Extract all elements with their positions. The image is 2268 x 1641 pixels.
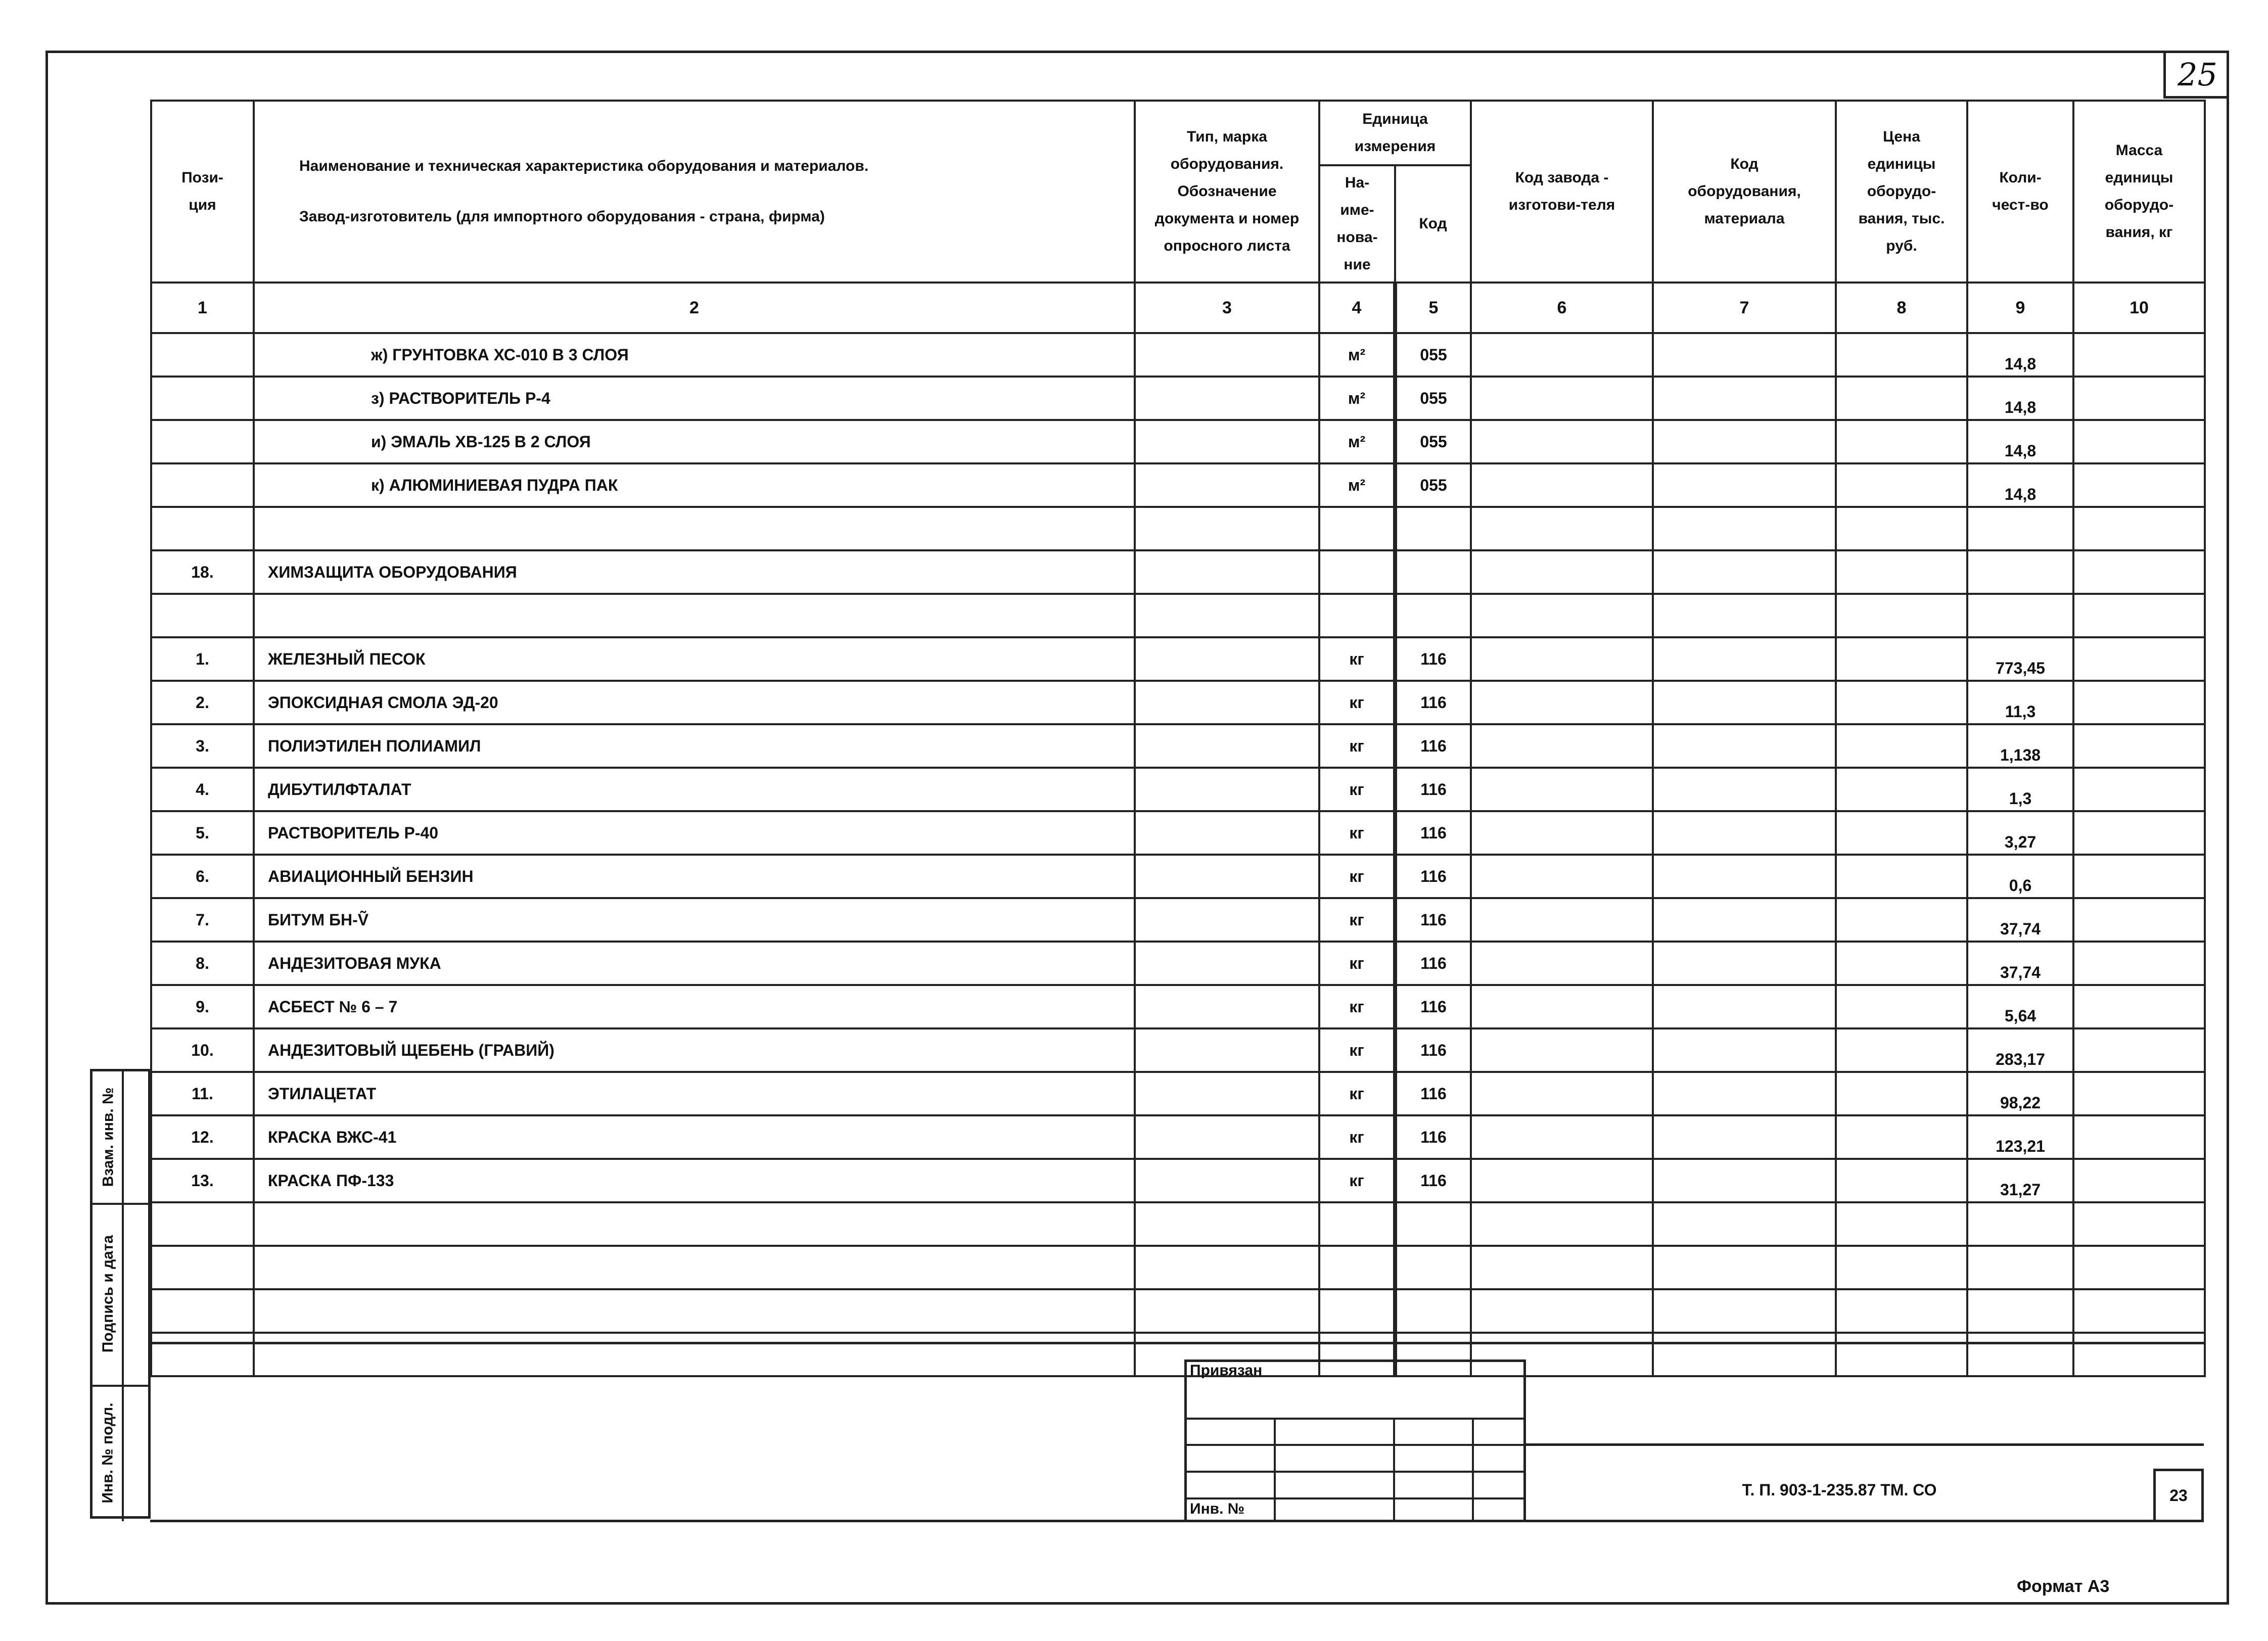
row-type bbox=[1135, 463, 1319, 507]
row-factory-code bbox=[1471, 855, 1653, 898]
row-mass bbox=[2073, 1202, 2205, 1246]
row-factory-code bbox=[1471, 1028, 1653, 1072]
row-mass bbox=[2073, 1246, 2205, 1289]
colnum: 8 bbox=[1836, 283, 1967, 333]
row-quantity bbox=[1967, 550, 2073, 594]
table-row bbox=[151, 985, 2205, 1028]
row-price bbox=[1836, 855, 1967, 898]
header-mass: Масса единицы оборудо-вания, кг bbox=[2073, 101, 2205, 283]
row-unit: кг bbox=[1319, 1115, 1395, 1159]
row-type bbox=[1135, 942, 1319, 985]
row-name: ЭПОКСИДНАЯ СМОЛА ЭД-20 bbox=[254, 681, 1135, 724]
row-price bbox=[1836, 507, 1967, 550]
bottom-border-line bbox=[150, 1520, 2204, 1522]
row-factory-code bbox=[1471, 377, 1653, 420]
row-position: 9. bbox=[151, 985, 254, 1028]
linked-stamp bbox=[1184, 1359, 1526, 1522]
row-price bbox=[1836, 1028, 1967, 1072]
row-type bbox=[1135, 1202, 1319, 1246]
row-unit: кг bbox=[1319, 637, 1395, 681]
table-row bbox=[151, 1072, 2205, 1115]
row-factory-code bbox=[1471, 507, 1653, 550]
table-row bbox=[151, 637, 2205, 681]
row-position: 5. bbox=[151, 811, 254, 855]
row-position bbox=[151, 1202, 254, 1246]
row-position bbox=[151, 507, 254, 550]
header-unit-group: Единица измерения bbox=[1319, 101, 1471, 165]
colnum: 1 bbox=[151, 283, 254, 333]
row-unit bbox=[1319, 550, 1395, 594]
row-type bbox=[1135, 724, 1319, 768]
row-name: АВИАЦИОННЫЙ БЕНЗИН bbox=[254, 855, 1135, 898]
row-unit: м² bbox=[1319, 377, 1395, 420]
row-equipment-code bbox=[1653, 724, 1836, 768]
row-mass bbox=[2073, 1115, 2205, 1159]
row-price bbox=[1836, 550, 1967, 594]
row-position: 8. bbox=[151, 942, 254, 985]
row-type bbox=[1135, 1115, 1319, 1159]
row-price bbox=[1836, 1246, 1967, 1289]
row-factory-code bbox=[1471, 811, 1653, 855]
row-unit bbox=[1319, 1289, 1395, 1333]
row-unit-code: 116 bbox=[1395, 768, 1471, 811]
row-type bbox=[1135, 898, 1319, 942]
sheet-number: 25 bbox=[2163, 51, 2229, 99]
row-quantity: 31,27 bbox=[1967, 1159, 2073, 1202]
row-position: 1. bbox=[151, 637, 254, 681]
row-quantity: 773,45 bbox=[1967, 637, 2073, 681]
row-quantity: 37,74 bbox=[1967, 942, 2073, 985]
row-equipment-code bbox=[1653, 855, 1836, 898]
row-mass bbox=[2073, 550, 2205, 594]
colnum: 10 bbox=[2073, 283, 2205, 333]
row-quantity: 14,8 bbox=[1967, 463, 2073, 507]
row-type bbox=[1135, 1159, 1319, 1202]
row-unit-code: 116 bbox=[1395, 985, 1471, 1028]
row-unit-code: 055 bbox=[1395, 377, 1471, 420]
row-unit-code bbox=[1395, 507, 1471, 550]
row-equipment-code bbox=[1653, 811, 1836, 855]
row-type bbox=[1135, 637, 1319, 681]
row-mass bbox=[2073, 681, 2205, 724]
row-position: 12. bbox=[151, 1115, 254, 1159]
row-factory-code bbox=[1471, 898, 1653, 942]
row-unit-code: 116 bbox=[1395, 637, 1471, 681]
table-row bbox=[151, 1246, 2205, 1289]
row-quantity bbox=[1967, 1246, 2073, 1289]
side-label-replace-inv: Взам. инв. № bbox=[100, 1087, 117, 1187]
row-unit-code bbox=[1395, 1246, 1471, 1289]
row-name: РАСТВОРИТЕЛЬ Р-40 bbox=[254, 811, 1135, 855]
row-factory-code bbox=[1471, 681, 1653, 724]
row-unit-code: 116 bbox=[1395, 1028, 1471, 1072]
row-unit: кг bbox=[1319, 1028, 1395, 1072]
row-quantity: 14,8 bbox=[1967, 333, 2073, 377]
colnum: 5 bbox=[1395, 283, 1471, 333]
row-name: БИТУМ БН-Ṽ bbox=[254, 898, 1135, 942]
table-row bbox=[151, 1115, 2205, 1159]
row-unit: кг bbox=[1319, 724, 1395, 768]
row-unit-code: 116 bbox=[1395, 942, 1471, 985]
row-price bbox=[1836, 811, 1967, 855]
row-unit: м² bbox=[1319, 333, 1395, 377]
row-unit-code: 116 bbox=[1395, 1159, 1471, 1202]
row-price bbox=[1836, 1115, 1967, 1159]
row-type bbox=[1135, 855, 1319, 898]
row-price bbox=[1836, 594, 1967, 637]
row-factory-code bbox=[1471, 1115, 1653, 1159]
row-position bbox=[151, 333, 254, 377]
row-equipment-code bbox=[1653, 420, 1836, 463]
row-quantity: 5,64 bbox=[1967, 985, 2073, 1028]
row-equipment-code bbox=[1653, 1289, 1836, 1333]
row-unit-code: 116 bbox=[1395, 898, 1471, 942]
row-type bbox=[1135, 1289, 1319, 1333]
row-position bbox=[151, 377, 254, 420]
row-mass bbox=[2073, 1028, 2205, 1072]
table-row bbox=[151, 1289, 2205, 1333]
colnum: 2 bbox=[254, 283, 1135, 333]
row-price bbox=[1836, 1289, 1967, 1333]
row-position: 6. bbox=[151, 855, 254, 898]
row-unit: м² bbox=[1319, 463, 1395, 507]
row-price bbox=[1836, 768, 1967, 811]
row-unit-code: 116 bbox=[1395, 811, 1471, 855]
row-unit: кг bbox=[1319, 985, 1395, 1028]
row-position bbox=[151, 1246, 254, 1289]
header-position: Пози- ция bbox=[151, 101, 254, 283]
row-mass bbox=[2073, 1333, 2205, 1376]
row-mass bbox=[2073, 507, 2205, 550]
column-numbers-row bbox=[151, 283, 2205, 333]
row-unit bbox=[1319, 594, 1395, 637]
row-equipment-code bbox=[1653, 768, 1836, 811]
colnum: 9 bbox=[1967, 283, 2073, 333]
row-unit: кг bbox=[1319, 1072, 1395, 1115]
table-row bbox=[151, 1333, 2205, 1376]
table-row bbox=[151, 550, 2205, 594]
table-row bbox=[151, 377, 2205, 420]
row-factory-code bbox=[1471, 724, 1653, 768]
header-equipment-code: Код оборудования, материала bbox=[1653, 101, 1836, 283]
table-row bbox=[151, 811, 2205, 855]
row-name: КРАСКА ВЖС-41 bbox=[254, 1115, 1135, 1159]
row-mass bbox=[2073, 377, 2205, 420]
row-factory-code bbox=[1471, 1289, 1653, 1333]
table-row bbox=[151, 420, 2205, 463]
row-name: ЭТИЛАЦЕТАТ bbox=[254, 1072, 1135, 1115]
row-equipment-code bbox=[1653, 985, 1836, 1028]
header-quantity: Коли-чест-во bbox=[1967, 101, 2073, 283]
row-position bbox=[151, 1289, 254, 1333]
row-equipment-code bbox=[1653, 1202, 1836, 1246]
stamp-linked-label: Привязан bbox=[1190, 1362, 1263, 1379]
row-unit-code: 116 bbox=[1395, 1072, 1471, 1115]
row-equipment-code bbox=[1653, 333, 1836, 377]
row-type bbox=[1135, 507, 1319, 550]
row-mass bbox=[2073, 1159, 2205, 1202]
row-mass bbox=[2073, 724, 2205, 768]
table-row bbox=[151, 1159, 2205, 1202]
header-type: Тип, марка оборудования. Обозначение документа и номер опросного листа bbox=[1135, 101, 1319, 283]
row-equipment-code bbox=[1653, 898, 1836, 942]
row-quantity bbox=[1967, 1289, 2073, 1333]
row-unit-code: 116 bbox=[1395, 1115, 1471, 1159]
row-quantity: 1,3 bbox=[1967, 768, 2073, 811]
row-unit bbox=[1319, 1202, 1395, 1246]
row-equipment-code bbox=[1653, 463, 1836, 507]
table-row bbox=[151, 942, 2205, 985]
row-price bbox=[1836, 1072, 1967, 1115]
row-quantity: 1,138 bbox=[1967, 724, 2073, 768]
row-type bbox=[1135, 550, 1319, 594]
row-name: ж) ГРУНТОВКА ХС-010 В 3 СЛОЯ bbox=[254, 333, 1135, 377]
row-name bbox=[254, 594, 1135, 637]
row-factory-code bbox=[1471, 420, 1653, 463]
row-equipment-code bbox=[1653, 637, 1836, 681]
row-name: ЖЕЛЕЗНЫЙ ПЕСОК bbox=[254, 637, 1135, 681]
row-name bbox=[254, 507, 1135, 550]
row-name: ХИМЗАЩИТА ОБОРУДОВАНИЯ bbox=[254, 550, 1135, 594]
row-factory-code bbox=[1471, 1202, 1653, 1246]
row-type bbox=[1135, 768, 1319, 811]
row-factory-code bbox=[1471, 768, 1653, 811]
row-name bbox=[254, 1246, 1135, 1289]
row-unit-code bbox=[1395, 550, 1471, 594]
colnum: 7 bbox=[1653, 283, 1836, 333]
row-type bbox=[1135, 377, 1319, 420]
row-unit-code bbox=[1395, 1289, 1471, 1333]
row-price bbox=[1836, 377, 1967, 420]
row-mass bbox=[2073, 898, 2205, 942]
row-type bbox=[1135, 811, 1319, 855]
row-mass bbox=[2073, 855, 2205, 898]
header-price: Цена единицы оборудо-вания, тыс. руб. bbox=[1836, 101, 1967, 283]
header-name-line1: Наименование и техническая характеристика оборудования и материалов. bbox=[299, 158, 869, 174]
header-factory-code: Код завода - изготови-теля bbox=[1471, 101, 1653, 283]
table-row bbox=[151, 333, 2205, 377]
row-unit-code bbox=[1395, 1202, 1471, 1246]
header-name bbox=[254, 101, 1135, 283]
row-unit: кг bbox=[1319, 1159, 1395, 1202]
table-row bbox=[151, 681, 2205, 724]
row-type bbox=[1135, 985, 1319, 1028]
row-mass bbox=[2073, 811, 2205, 855]
row-mass bbox=[2073, 594, 2205, 637]
row-price bbox=[1836, 1159, 1967, 1202]
row-unit bbox=[1319, 1246, 1395, 1289]
table-row bbox=[151, 898, 2205, 942]
header-name-line2: Завод-изготовитель (для импортного оборудования - страна, фирма) bbox=[299, 208, 825, 225]
title-block-top-line bbox=[150, 1342, 2204, 1344]
row-price bbox=[1836, 1333, 1967, 1376]
row-quantity: 0,6 bbox=[1967, 855, 2073, 898]
row-position: 11. bbox=[151, 1072, 254, 1115]
row-factory-code bbox=[1471, 550, 1653, 594]
row-unit: кг bbox=[1319, 898, 1395, 942]
row-mass bbox=[2073, 942, 2205, 985]
side-stamp bbox=[90, 1069, 151, 1519]
row-factory-code bbox=[1471, 463, 1653, 507]
row-name: ДИБУТИЛФТАЛАТ bbox=[254, 768, 1135, 811]
row-quantity: 98,22 bbox=[1967, 1072, 2073, 1115]
row-quantity: 283,17 bbox=[1967, 1028, 2073, 1072]
row-factory-code bbox=[1471, 333, 1653, 377]
row-type bbox=[1135, 420, 1319, 463]
row-quantity bbox=[1967, 1333, 2073, 1376]
specification-table bbox=[150, 100, 2206, 1377]
colnum: 3 bbox=[1135, 283, 1319, 333]
row-unit-code bbox=[1395, 594, 1471, 637]
row-type bbox=[1135, 1246, 1319, 1289]
row-type bbox=[1135, 333, 1319, 377]
row-unit-code: 055 bbox=[1395, 333, 1471, 377]
row-name: АСБЕСТ № 6 – 7 bbox=[254, 985, 1135, 1028]
row-unit-code: 116 bbox=[1395, 724, 1471, 768]
table-row bbox=[151, 463, 2205, 507]
table-row bbox=[151, 507, 2205, 550]
row-name: ПОЛИЭТИЛЕН ПОЛИАМИЛ bbox=[254, 724, 1135, 768]
row-type bbox=[1135, 1072, 1319, 1115]
row-price bbox=[1836, 1202, 1967, 1246]
row-equipment-code bbox=[1653, 1246, 1836, 1289]
row-mass bbox=[2073, 768, 2205, 811]
row-quantity: 123,21 bbox=[1967, 1115, 2073, 1159]
row-type bbox=[1135, 1028, 1319, 1072]
table-row bbox=[151, 855, 2205, 898]
side-label-orig-inv: Инв. № подл. bbox=[100, 1402, 116, 1504]
row-factory-code bbox=[1471, 594, 1653, 637]
row-unit-code: 116 bbox=[1395, 681, 1471, 724]
row-name bbox=[254, 1289, 1135, 1333]
colnum: 4 bbox=[1319, 283, 1395, 333]
row-factory-code bbox=[1471, 637, 1653, 681]
row-position bbox=[151, 1333, 254, 1376]
row-factory-code bbox=[1471, 1159, 1653, 1202]
row-unit bbox=[1319, 507, 1395, 550]
row-price bbox=[1836, 942, 1967, 985]
row-position: 2. bbox=[151, 681, 254, 724]
format-label: Формат А3 bbox=[2017, 1577, 2110, 1596]
row-quantity: 11,3 bbox=[1967, 681, 2073, 724]
row-unit: кг bbox=[1319, 768, 1395, 811]
row-unit: кг bbox=[1319, 942, 1395, 985]
row-price bbox=[1836, 463, 1967, 507]
row-equipment-code bbox=[1653, 550, 1836, 594]
row-mass bbox=[2073, 1289, 2205, 1333]
row-equipment-code bbox=[1653, 942, 1836, 985]
row-price bbox=[1836, 985, 1967, 1028]
row-price bbox=[1836, 724, 1967, 768]
row-position: 3. bbox=[151, 724, 254, 768]
row-mass bbox=[2073, 985, 2205, 1028]
row-price bbox=[1836, 681, 1967, 724]
row-name: з) РАСТВОРИТЕЛЬ Р-4 bbox=[254, 377, 1135, 420]
colnum: 6 bbox=[1471, 283, 1653, 333]
table-row bbox=[151, 594, 2205, 637]
row-mass bbox=[2073, 637, 2205, 681]
row-position: 4. bbox=[151, 768, 254, 811]
row-quantity: 37,74 bbox=[1967, 898, 2073, 942]
row-unit-code: 116 bbox=[1395, 855, 1471, 898]
row-price bbox=[1836, 898, 1967, 942]
row-mass bbox=[2073, 333, 2205, 377]
row-equipment-code bbox=[1653, 1115, 1836, 1159]
row-name: КРАСКА ПФ-133 bbox=[254, 1159, 1135, 1202]
row-quantity: 3,27 bbox=[1967, 811, 2073, 855]
document-number: Т. П. 903-1-235.87 ТМ. СО bbox=[1742, 1481, 1937, 1499]
row-unit-code: 055 bbox=[1395, 420, 1471, 463]
row-factory-code bbox=[1471, 1072, 1653, 1115]
table-row bbox=[151, 1202, 2205, 1246]
row-name bbox=[254, 1202, 1135, 1246]
row-quantity bbox=[1967, 594, 2073, 637]
row-factory-code bbox=[1471, 1246, 1653, 1289]
row-equipment-code bbox=[1653, 1028, 1836, 1072]
row-unit-code: 055 bbox=[1395, 463, 1471, 507]
row-factory-code bbox=[1471, 985, 1653, 1028]
row-quantity bbox=[1967, 507, 2073, 550]
row-position: 18. bbox=[151, 550, 254, 594]
row-name bbox=[254, 1333, 1135, 1376]
doc-block-line bbox=[1526, 1443, 2204, 1446]
row-position bbox=[151, 594, 254, 637]
row-name: к) АЛЮМИНИЕВАЯ ПУДРА ПАК bbox=[254, 463, 1135, 507]
page-number: 23 bbox=[2153, 1469, 2204, 1522]
row-name: АНДЕЗИТОВЫЙ ЩЕБЕНЬ (ГРАВИЙ) bbox=[254, 1028, 1135, 1072]
row-price bbox=[1836, 420, 1967, 463]
stamp-inv-label: Инв. № bbox=[1190, 1501, 1245, 1517]
table-row bbox=[151, 724, 2205, 768]
row-quantity: 14,8 bbox=[1967, 420, 2073, 463]
row-mass bbox=[2073, 463, 2205, 507]
row-position: 13. bbox=[151, 1159, 254, 1202]
row-position: 7. bbox=[151, 898, 254, 942]
row-equipment-code bbox=[1653, 377, 1836, 420]
row-equipment-code bbox=[1653, 507, 1836, 550]
row-equipment-code bbox=[1653, 594, 1836, 637]
row-position bbox=[151, 463, 254, 507]
row-equipment-code bbox=[1653, 681, 1836, 724]
row-equipment-code bbox=[1653, 1159, 1836, 1202]
row-name: АНДЕЗИТОВАЯ МУКА bbox=[254, 942, 1135, 985]
row-unit: кг bbox=[1319, 855, 1395, 898]
row-unit: кг bbox=[1319, 681, 1395, 724]
row-mass bbox=[2073, 1072, 2205, 1115]
table-row bbox=[151, 1028, 2205, 1072]
row-name: и) ЭМАЛЬ ХВ-125 В 2 СЛОЯ bbox=[254, 420, 1135, 463]
row-unit: кг bbox=[1319, 811, 1395, 855]
row-type bbox=[1135, 681, 1319, 724]
table-row bbox=[151, 768, 2205, 811]
row-mass bbox=[2073, 420, 2205, 463]
row-price bbox=[1836, 333, 1967, 377]
row-quantity: 14,8 bbox=[1967, 377, 2073, 420]
row-type bbox=[1135, 594, 1319, 637]
header-unit-code: Код bbox=[1395, 165, 1471, 283]
row-quantity bbox=[1967, 1202, 2073, 1246]
row-position bbox=[151, 420, 254, 463]
row-unit: м² bbox=[1319, 420, 1395, 463]
side-label-sign-date: Подпись и дата bbox=[100, 1235, 117, 1353]
row-equipment-code bbox=[1653, 1072, 1836, 1115]
row-position: 10. bbox=[151, 1028, 254, 1072]
row-price bbox=[1836, 637, 1967, 681]
row-equipment-code bbox=[1653, 1333, 1836, 1376]
row-factory-code bbox=[1471, 942, 1653, 985]
header-unit-name: На-име-нова-ние bbox=[1319, 165, 1395, 283]
